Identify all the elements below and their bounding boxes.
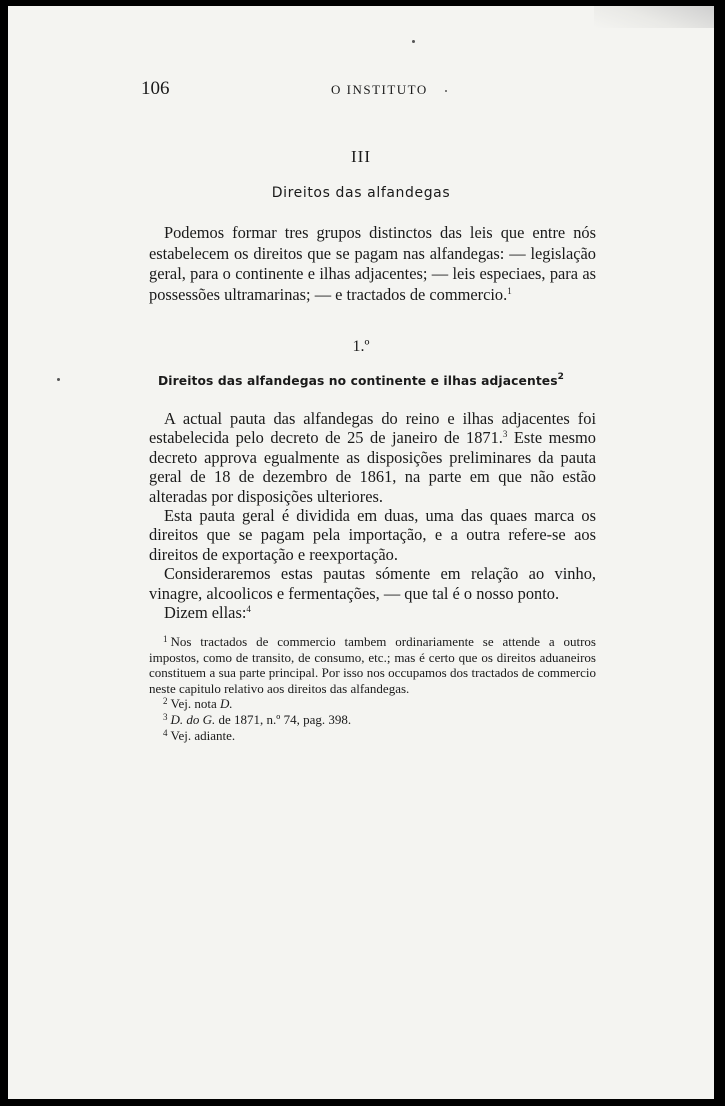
footnote-ref-4: 4 — [246, 604, 251, 615]
paragraph-3: Consideraremos estas pautas sómente em relação ao vinho, vinagre, alcoolicos e fermentações, — que tal é o nosso ponto. — [149, 564, 596, 603]
scan-shadow — [594, 6, 714, 28]
intro-paragraph — [149, 223, 596, 305]
section-title: Direitos das alfandegas — [271, 185, 451, 201]
page-header — [141, 78, 586, 104]
running-title: O INSTITUTO — [331, 82, 428, 97]
ink-speck — [57, 378, 60, 381]
footnote-2 — [149, 696, 596, 712]
paragraph-1-part-2: Este mesmo decreto approva egualmente as disposições preliminares da pauta geral de 18 de dezembro de 1861, na parte em que não estão alteradas por disposições ulteriores. — [149, 428, 596, 506]
footnotes — [149, 634, 596, 743]
footnote-2-italic: D. — [219, 696, 233, 712]
book-page — [8, 6, 714, 1099]
subsection-title-text: Direitos das alfandegas no continente e ilhas adjacentes — [157, 374, 558, 388]
footnote-ref-2: 2 — [557, 372, 565, 382]
section-numeral: III — [351, 147, 371, 166]
paragraph-1 — [149, 409, 596, 506]
footnote-ref-1: 1 — [507, 285, 512, 296]
subsection-number: 1.º — [352, 338, 370, 355]
footnote-2-mark: 2 — [163, 696, 168, 707]
paragraph-4 — [149, 603, 596, 622]
ink-speck — [412, 40, 415, 43]
page-number: 106 — [141, 78, 170, 99]
footnote-2-text: Vej. nota — [170, 696, 220, 712]
footnote-4-mark: 4 — [163, 727, 168, 738]
footnote-3-italic: D. do G. — [170, 711, 216, 727]
footnote-1 — [149, 634, 596, 696]
ink-speck — [445, 90, 447, 92]
footnote-ref-3: 3 — [502, 429, 508, 440]
subsection-title — [8, 374, 714, 388]
footnote-1-text: Nos tractados de commercio tambem ordinariamente se attende a outros impostos, como de transito, de consumo, etc.; mas é certo que os direitos aduaneiros constituem a sua parte principal. Por isso nos occupamos dos tractados de commercio neste capitulo relativo aos direitos das alfandegas. — [149, 634, 596, 696]
footnote-4-text: Vej. adiante. — [170, 727, 236, 743]
footnote-3-mark: 3 — [163, 711, 168, 722]
footnote-3-text: de 1871, n.º 74, pag. 398. — [215, 711, 352, 727]
paragraph-2: Esta pauta geral é dividida em duas, uma das quaes marca os direitos que se pagam pela importação, e a outra refere-se aos direitos de exportação e reexportação. — [149, 506, 596, 564]
paragraph-4-text: Dizem ellas: — [164, 603, 247, 623]
footnote-3 — [149, 712, 596, 728]
body-text — [149, 409, 596, 622]
intro-text: Podemos formar tres grupos distinctos das leis que entre nós estabelecem os direitos que se pagam nas alfandegas: — legislação geral, para o continente e ilhas adjacentes; — leis especiaes, para as possessões ultramarinas; — e tractados de commercio. — [149, 223, 596, 304]
paragraph-1-part-1: A actual pauta das alfandegas do reino e ilhas adjacentes foi estabelecida pelo decreto de 25 de janeiro de 1871. — [149, 409, 596, 448]
footnote-1-mark: 1 — [163, 634, 168, 644]
footnote-4 — [149, 728, 596, 744]
